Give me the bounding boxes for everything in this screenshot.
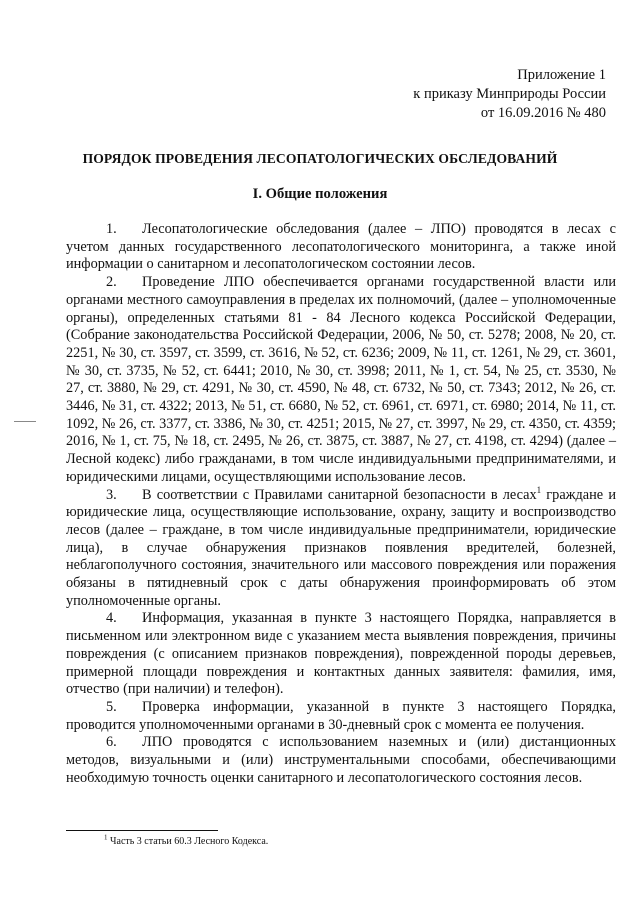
paragraph-6 [66, 734, 616, 787]
paragraph-number: 4. [106, 610, 117, 627]
document-title: ПОРЯДОК ПРОВЕДЕНИЯ ЛЕСОПАТОЛОГИЧЕСКИХ ОБСЛЕДОВАНИЙ [82, 151, 558, 166]
paragraph-number: 6. [106, 734, 117, 751]
paragraph-number: 2. [106, 274, 117, 291]
paragraph-text: Проверка информации, указанной в пункте 3 настоящего Порядка, проводится уполномоченными органами в 30-дневный срок с момента ее получения. [66, 698, 616, 733]
paragraph-text: Проведение ЛПО обеспечивается органами государственной власти или органами местного самоуправления в пределах их полномочий, (далее – уполномоченные органы), определенных статьями 81 - 84 Лесного кодекса Российской Федерации, (Собрание законодательства Российской Федерации, 2006, № 50, ст. 5278; 2008, № 20, ст. 2251, № 30, ст. 3597, ст. 3599, ст. 3616, № 52, ст. 6236; 2009, № 11, ст. 1261, № 29, ст. 3601, № 30, ст. 3735, № 52, ст. 6441; 2010, № 30, ст. 3998; 2011, № 1, ст. 54, № 25, ст. 3530, № 27, ст. 3880, № 29, ст. 4291, № 30, ст. 4590, № 48, ст. 6732, № 50, ст. 7343; 2012, № 26, ст. 3446, № 31, ст. 4322; 2013, № 51, ст. 6680, № 52, ст. 6961, ст. 6971, ст. 6980; 2014, № 11, ст. 1092, № 26, ст. 3377, ст. 3386, № 30, ст. 4251; 2015, № 27, ст. 3997, № 29, ст. 4350, ст. 4359; 2016, № 1, ст. 75, № 18, ст. 2495, № 26, ст. 3875, ст. 3887, № 27, ст. 4198, ст. 4294) (далее – Лесной кодекс) либо гражданами, в том числе индивидуальными предпринимателями, и юридическими лицами, осуществляющими использование лесов. [66, 274, 616, 485]
footnote-reference[interactable]: 1 [536, 484, 542, 495]
footnote [104, 833, 269, 847]
paragraph-number: 5. [106, 698, 117, 715]
paragraph-text: Лесопатологические обследования (далее – ЛПО) проводятся в лесах с учетом данных государственного лесопатологического мониторинга, а также иной информации о санитарном и лесопатологическом состоянии лесов. [66, 221, 616, 273]
paragraph-text: В соответствии с Правилами санитарной безопасности в лесах [142, 486, 537, 503]
footnote-number: 1 [104, 833, 108, 842]
section-heading: I. Общие положения [252, 186, 388, 202]
annex-line-1: Приложение 1 [517, 67, 606, 83]
paragraph-2 [66, 274, 616, 486]
annex-line-2: к приказу Минприроды России [413, 86, 606, 102]
annex-header [286, 66, 606, 123]
paragraph-1 [66, 221, 616, 274]
paragraph-5 [66, 699, 616, 734]
document-body [66, 221, 616, 788]
footnote-text: Часть 3 статьи 60.3 Лесного Кодекса. [107, 836, 269, 847]
footnote-divider [66, 830, 218, 831]
paragraph-number: 1. [106, 221, 117, 237]
paragraph-3 [66, 484, 616, 611]
paragraph-number: 3. [106, 486, 117, 503]
paragraph-4 [66, 610, 616, 699]
paragraph-text-continued: граждане и юридические лица, осуществляющие использование, охрану, защиту и воспроизводство лесов (далее – граждане, в том числе индивидуальные предприниматели, юридические лица), в случае обнаружения признаков появления вредителей, болезней, неблагополучного состояния, значительного или массового повреждения или поражения обязаны в пятидневный срок с даты обнаружения проинформировать об этом уполномоченные органы. [66, 486, 616, 609]
paragraph-text: ЛПО проводятся с использованием наземных и (или) дистанционных методов, визуальными и (или) инструментальными способами, обеспечивающими необходимую точность оценки санитарного и лесопатологического состояния лесов. [66, 734, 616, 786]
paragraph-text: Информация, указанная в пункте 3 настоящего Порядка, направляется в письменном или электронном виде с указанием места выявления повреждения, причины повреждения (с описанием признаков повреждения), поврежденной породы деревьев, примерной площади повреждения и контактных данных заявителя: фамилия, имя, отчество (при наличии) и телефон). [66, 610, 616, 698]
annex-line-3: от 16.09.2016 № 480 [480, 105, 606, 121]
scan-margin-mark [14, 421, 36, 422]
